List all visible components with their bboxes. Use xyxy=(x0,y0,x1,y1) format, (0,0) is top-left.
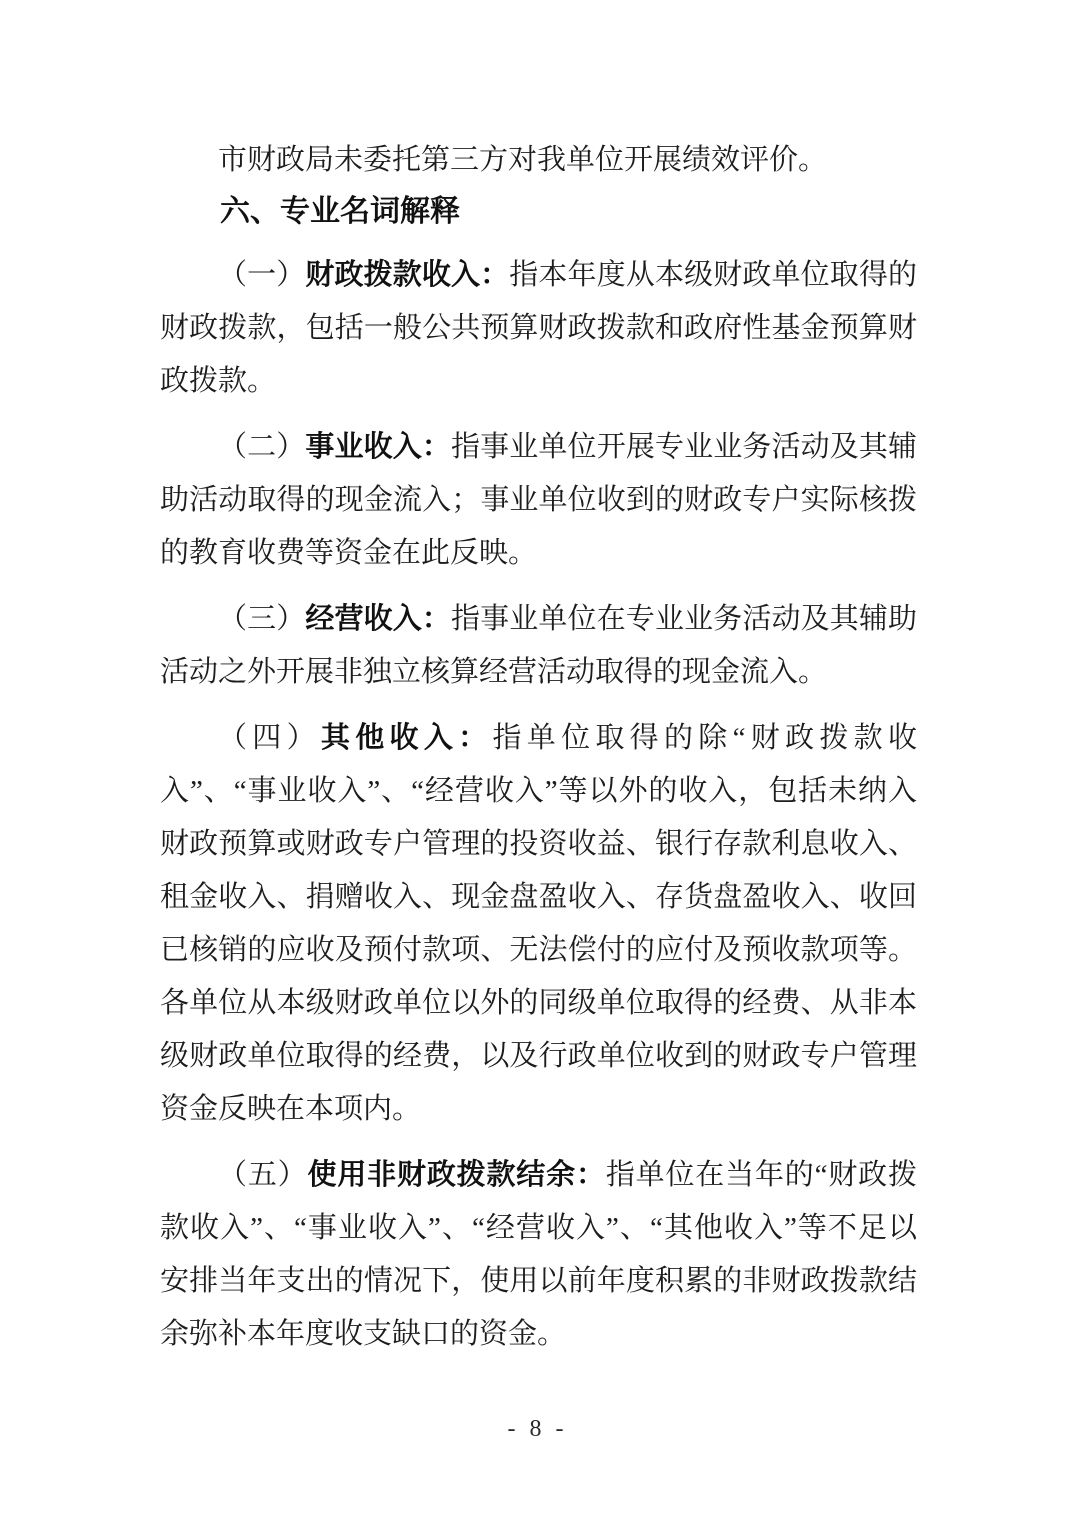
definition-term: 使用非财政拨款结余： xyxy=(307,1159,606,1191)
definition-term: 经营收入： xyxy=(305,603,452,635)
section-heading: 六、专业名词解释 xyxy=(220,195,460,228)
definition-label: （三） xyxy=(218,603,306,635)
definition-paragraph xyxy=(160,712,917,1136)
definition-term: 事业收入： xyxy=(305,431,452,463)
definition-body: 指事业单位在专业业务活动及其辅助活动之外开展非独立核算经营活动取得的现金流入。 xyxy=(160,603,917,688)
definition-term: 财政拨款收入： xyxy=(305,259,510,291)
definition-label: （五） xyxy=(218,1159,308,1191)
definition-paragraph xyxy=(160,593,917,699)
definition-body: 指本年度从本级财政单位取得的财政拨款，包括一般公共预算财政拨款和政府性基金预算财政拨款。 xyxy=(160,259,917,397)
definition-body: 指单位在当年的“财政拨款收入”、“事业收入”、“经营收入”、“其他收入”等不足以安排当年支出的情况下，使用以前年度积累的非财政拨款结余弥补本年度收支缺口的资金。 xyxy=(160,1159,917,1350)
definition-paragraph xyxy=(160,1149,917,1361)
page-number: - 8 - xyxy=(507,1416,568,1442)
definition-label: （一） xyxy=(218,259,306,291)
definition-label: （二） xyxy=(218,431,306,463)
definition-term: 其他收入： xyxy=(320,722,493,754)
definition-paragraph xyxy=(160,249,917,408)
intro-paragraph: 市财政局未委托第三方对我单位开展绩效评价。 xyxy=(218,144,828,176)
definition-label: （四） xyxy=(218,722,321,754)
definition-paragraph xyxy=(160,421,917,580)
definition-body: 指单位取得的除“财政拨款收入”、“事业收入”、“经营收入”等以外的收入，包括未纳入财政预算或财政专户管理的投资收益、银行存款利息收入、租金收入、捐赠收入、现金盘盈收入、存货盘盈收入、收回已核销的应收及预付款项、无法偿付的应付及预收款项等。各单位从本级财政单位以外的同级单位取得的经费、从非本级财政单位取得的经费，以及行政单位收到的财政专户管理资金反映在本项内。 xyxy=(160,722,917,1125)
definition-body: 指事业单位开展专业业务活动及其辅助活动取得的现金流入；事业单位收到的财政专户实际核拨的教育收费等资金在此反映。 xyxy=(160,431,917,569)
